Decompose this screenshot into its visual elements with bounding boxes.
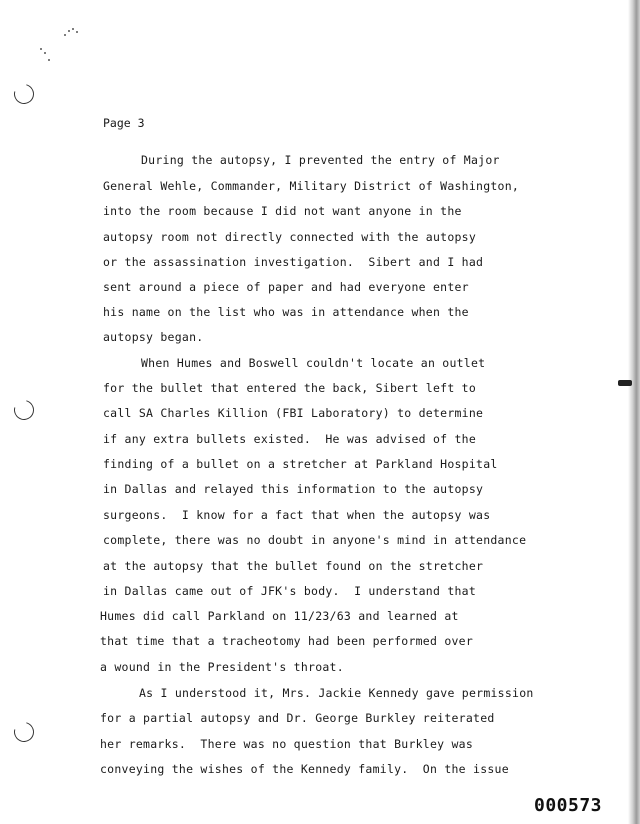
text-line: sent around a piece of paper and had everyone enter <box>103 280 469 294</box>
text-line: at the autopsy that the bullet found on the stretcher <box>103 559 484 573</box>
punch-hole-middle <box>10 396 37 423</box>
text-line: call SA Charles Killion (FBI Laboratory) to determine <box>103 406 484 420</box>
text-line: complete, there was no doubt in anyone's mind in attendance <box>103 533 527 547</box>
text-line: When Humes and Boswell couldn't locate an outlet <box>141 356 486 370</box>
text-line: in Dallas and relayed this information to the autopsy <box>103 482 484 496</box>
text-line: or the assassination investigation. Sibert and I had <box>103 255 484 269</box>
text-line: During the autopsy, I prevented the entry of Major <box>141 153 500 167</box>
text-line: As I understood it, Mrs. Jackie Kennedy gave permission <box>139 686 534 700</box>
text-line: conveying the wishes of the Kennedy family. On the issue <box>100 762 509 776</box>
edge-mark <box>618 380 632 386</box>
bates-number: 000573 <box>534 795 603 816</box>
text-line: into the room because I did not want anyone in the <box>103 204 462 218</box>
text-line: in Dallas came out of JFK's body. I understand that <box>103 584 477 598</box>
page-edge-shadow <box>628 0 640 824</box>
punch-hole-bottom <box>10 718 37 745</box>
text-line: surgeons. I know for a fact that when the autopsy was <box>103 508 491 522</box>
text-line: if any extra bullets existed. He was advised of the <box>103 432 477 446</box>
text-line: finding of a bullet on a stretcher at Parkland Hospital <box>103 457 498 471</box>
text-line: a wound in the President's throat. <box>100 660 344 674</box>
punch-hole-top <box>10 80 37 107</box>
text-line: autopsy began. <box>103 330 204 344</box>
text-line: General Wehle, Commander, Military District of Washington, <box>103 179 520 193</box>
text-line: autopsy room not directly connected with the autopsy <box>103 230 477 244</box>
text-line: for the bullet that entered the back, Sibert left to <box>103 381 477 395</box>
text-line: his name on the list who was in attendance when the <box>103 305 469 319</box>
paper-specks <box>32 22 92 72</box>
text-line: that time that a tracheotomy had been performed over <box>100 634 474 648</box>
text-line: for a partial autopsy and Dr. George Burkley reiterated <box>100 711 495 725</box>
page-number-label: Page 3 <box>103 116 145 130</box>
text-line: her remarks. There was no question that Burkley was <box>100 737 474 751</box>
text-line: Humes did call Parkland on 11/23/63 and learned at <box>100 609 459 623</box>
